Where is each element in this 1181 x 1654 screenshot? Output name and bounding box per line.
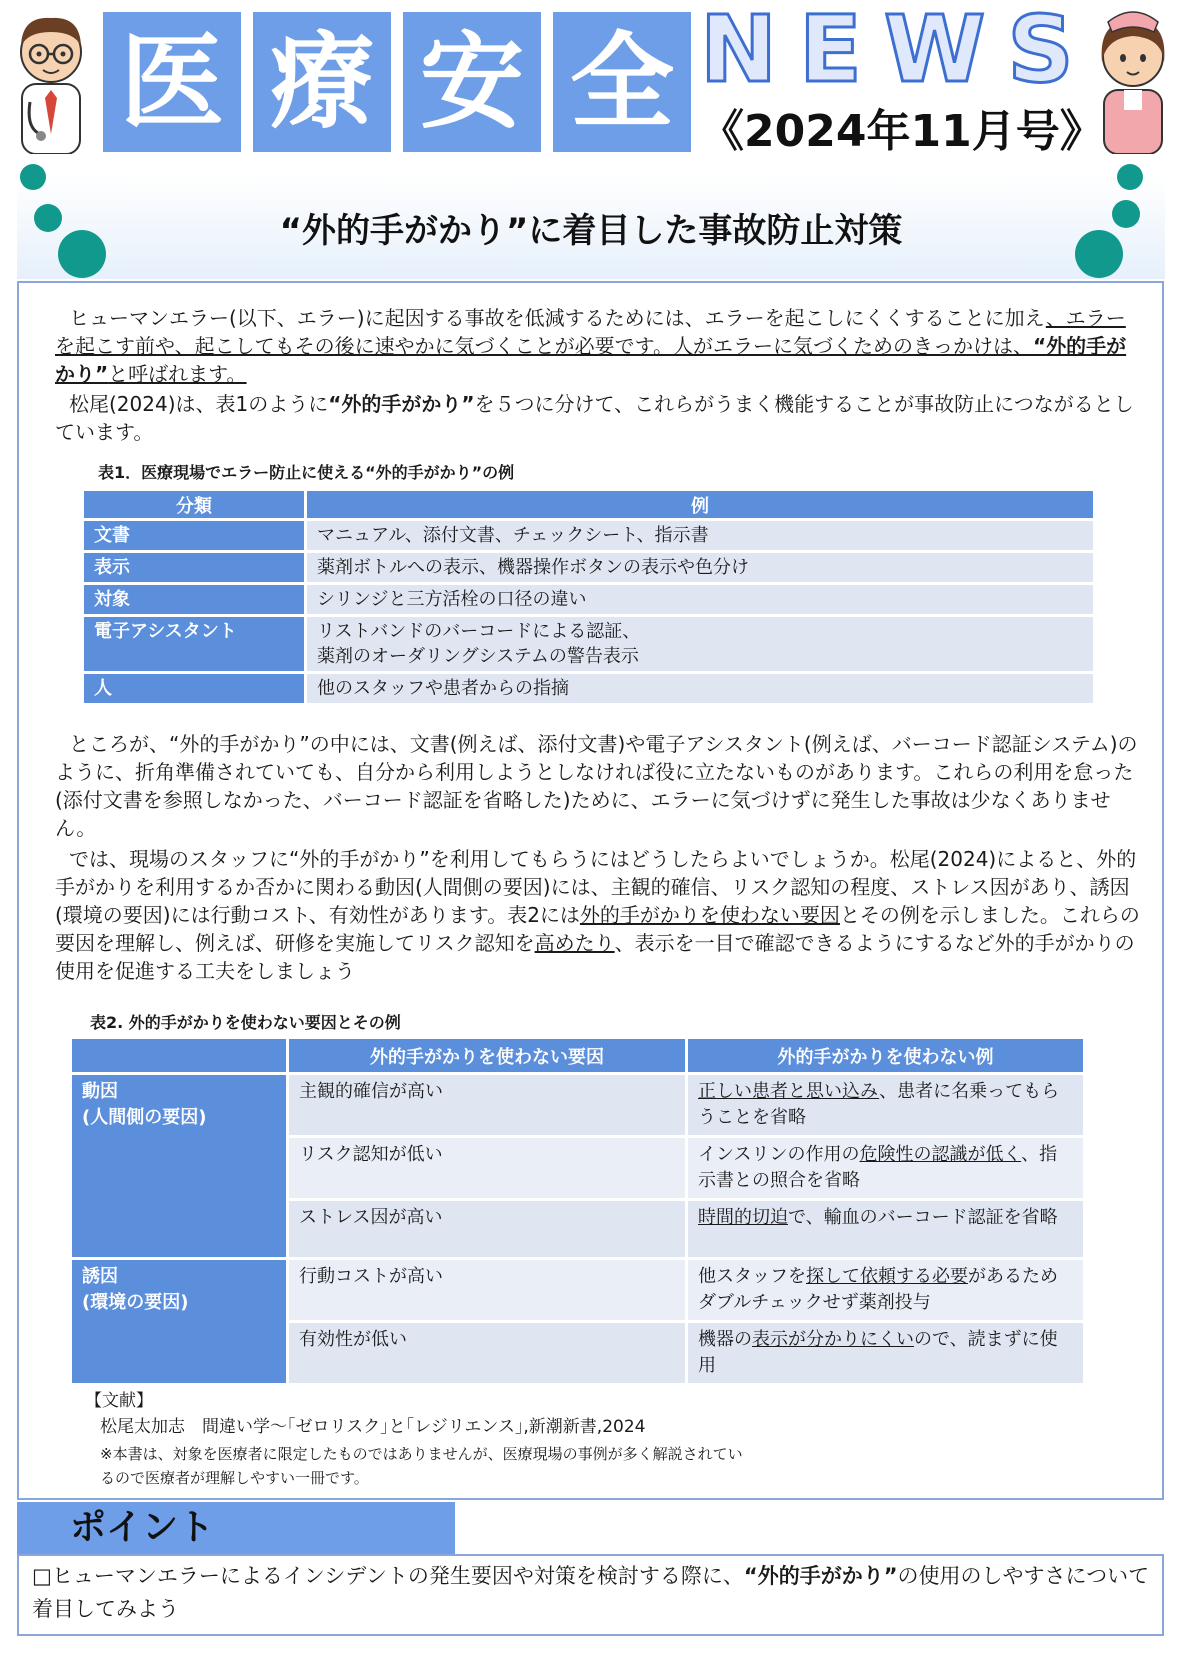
- decorative-dot: [58, 230, 106, 278]
- references-heading: 【文献】: [85, 1391, 153, 1411]
- table1-example: [307, 617, 1096, 674]
- table-row: [72, 1260, 1086, 1323]
- table2-example: 他スタッフを探して依頼する必要があるためダブルチェックせず薬剤投与: [688, 1260, 1086, 1323]
- table1: [84, 491, 1096, 706]
- table1-caption: 表1．医療現場でエラー防止に使える“外的手がかり”の例: [98, 463, 515, 482]
- table2-factor: ストレス因が高い: [289, 1201, 688, 1260]
- table2-group-name: 動因: [82, 1081, 118, 1102]
- nurse-illustration: [1090, 2, 1176, 154]
- decorative-dot: [20, 164, 46, 190]
- table1-category: 文書: [84, 521, 307, 553]
- news-logo: NEWS: [700, 0, 1096, 103]
- table2-factor: 主観的確信が高い: [289, 1075, 688, 1138]
- table2-header-factor: 外的手がかりを使わない要因: [289, 1039, 688, 1075]
- table2-group-sub: (人間側の要因): [82, 1107, 207, 1128]
- table-row: [72, 1075, 1086, 1138]
- table2-factor: リスク認知が低い: [289, 1138, 688, 1201]
- intro-paragraph-2: 松尾(2024)は、表1のように“外的手がかり”を５つに分けて、これらがうまく機能することが事故防止につながるとしています。: [55, 392, 1134, 444]
- table-row: [84, 674, 1096, 706]
- table2-example: 時間的切迫で、輸血のバーコード認証を省略: [688, 1201, 1086, 1260]
- title-kanji-1: 医: [103, 12, 241, 152]
- table2-example: 正しい患者と思い込み、患者に名乗ってもらうことを省略: [688, 1075, 1086, 1138]
- decorative-dot: [1112, 200, 1140, 228]
- body-paragraph-4: では、現場のスタッフに“外的手がかり”を利用してもらうにはどうしたらよいでしょうか。松尾(2024)によると、外的手がかりを利用するか否かに関わる動因(人間側の要因)には、主観的確信、リスク認知の程度、ストレス因があり、誘因(環境の要因)には行動コスト、有効性があります。表2には外的手がかりを使わない要因とその例を示しました。これらの要因を理解し、例えば、研修を実施してリスク認知を高めたり、表示を一目で確認できるようにするなど外的手がかりの使用を促進する工夫をしましょう: [55, 847, 1140, 983]
- table1-example: 他のスタッフや患者からの指摘: [307, 674, 1096, 706]
- issue-date: 《2024年11月号》: [700, 106, 1104, 157]
- table-row: [84, 521, 1096, 553]
- table-row: [84, 553, 1096, 585]
- references-citation: 松尾太加志 間違い学～｢ゼロリスク｣と｢レジリエンス｣,新潮新書,2024: [100, 1417, 646, 1437]
- table1-example-line: 薬剤のオーダリングシステムの警告表示: [317, 646, 639, 667]
- table2-example: インスリンの作用の危険性の認識が低く、指示書との照合を省略: [688, 1138, 1086, 1201]
- table2-header-example: 外的手がかりを使わない例: [688, 1039, 1086, 1075]
- point-text: □ヒューマンエラーによるインシデントの発生要因や対策を検討する際に、“外的手がかり”の使用のしやすさについて着目してみよう: [32, 1564, 1150, 1621]
- title-kanji-4: 全: [553, 12, 691, 152]
- decorative-dot: [1117, 164, 1143, 190]
- table1-category: 人: [84, 674, 307, 706]
- table2-group-sub: (環境の要因): [82, 1292, 189, 1313]
- table1-example: マニュアル、添付文書、チェックシート、指示書: [307, 521, 1096, 553]
- table2-factor: 有効性が低い: [289, 1323, 688, 1386]
- table2: [72, 1039, 1086, 1386]
- table1-category: 電子アシスタント: [84, 617, 307, 674]
- title-kanji-2: 療: [253, 12, 391, 152]
- article-title: “外的手がかり”に着目した事故防止対策: [279, 211, 903, 251]
- table1-category: 表示: [84, 553, 307, 585]
- table2-header-blank: [72, 1039, 289, 1075]
- table1-example: 薬剤ボトルへの表示、機器操作ボタンの表示や色分け: [307, 553, 1096, 585]
- body-paragraph-3: ところが、“外的手がかり”の中には、文書(例えば、添付文書)や電子アシスタント(例えば、バーコード認証システム)のように、折角準備されていても、自分から利用しようとしなければ役に立たないものがあります。これらの利用を怠った(添付文書を参照しなかった、バーコード認証を省略した)ために、エラーに気づけずに発生した事故は少なくありません。: [55, 732, 1138, 840]
- intro-paragraph-1: ヒューマンエラー(以下、エラー)に起因する事故を低減するためには、エラーを起こしにくくすることに加え、エラーを起こす前や、起こしてもその後に速やかに気づくことが必要です。人がエラーに気づくためのきっかけは、“外的手がかり”と呼ばれます。: [55, 306, 1127, 386]
- table2-group-name: 誘因: [82, 1266, 118, 1287]
- table1-header-example: 例: [307, 491, 1096, 521]
- doctor-illustration: [8, 6, 94, 154]
- table2-factor: 行動コストが高い: [289, 1260, 688, 1323]
- table2-caption: 表2. 外的手がかりを使わない要因とその例: [90, 1013, 401, 1032]
- references-note-2: るので医療者が理解しやすい一冊です。: [100, 1469, 369, 1487]
- table1-example-line: リストバンドのバーコードによる認証、: [317, 621, 641, 642]
- point-label: ポイント: [70, 1507, 215, 1548]
- table-row: [84, 617, 1096, 674]
- table1-example: シリンジと三方活栓の口径の違い: [307, 585, 1096, 617]
- table2-group-motive: [72, 1075, 289, 1260]
- table1-category: 対象: [84, 585, 307, 617]
- table2-group-incentive: [72, 1260, 289, 1386]
- decorative-dot: [34, 204, 62, 232]
- table1-header-category: 分類: [84, 491, 307, 521]
- table-row: [84, 585, 1096, 617]
- references-note-1: ※本書は、対象を医療者に限定したものではありませんが、医療現場の事例が多く解説されてい: [100, 1445, 743, 1463]
- table2-example: 機器の表示が分かりにくいので、読まずに使用: [688, 1323, 1086, 1386]
- decorative-dot: [1075, 230, 1123, 278]
- title-kanji-3: 安: [403, 12, 541, 152]
- title-banner: [17, 175, 1165, 279]
